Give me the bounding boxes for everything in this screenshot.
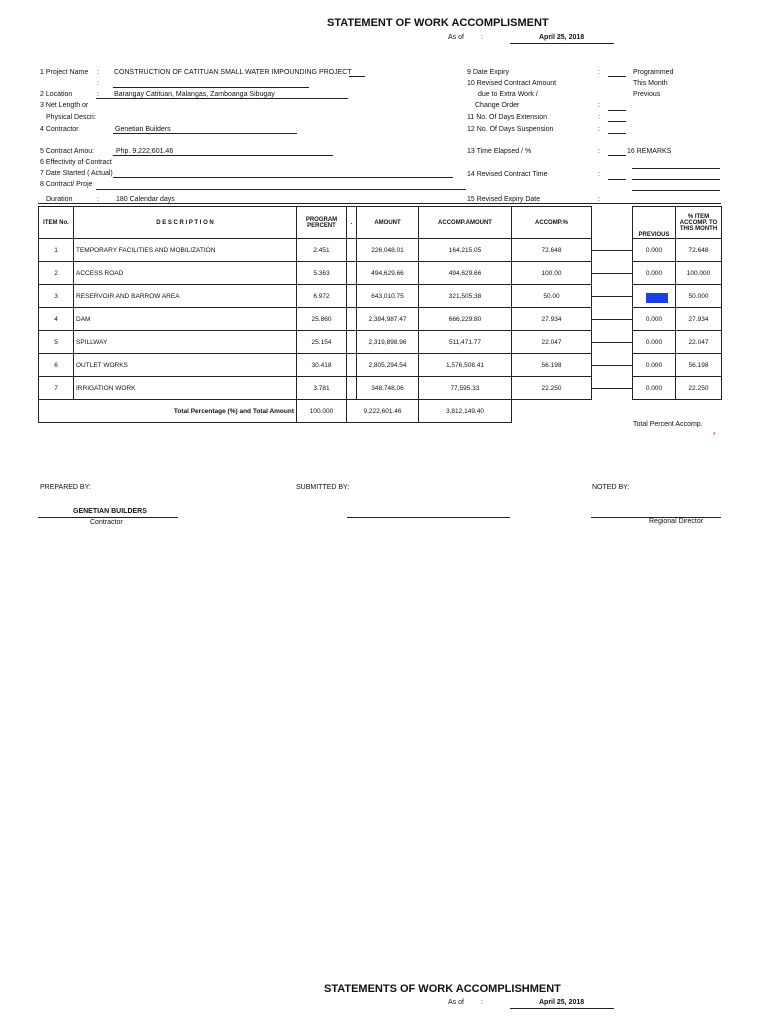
contract-amount-label: 5 Contract Amou: — [40, 148, 95, 155]
dot-cell — [347, 377, 357, 400]
colon-15: : — [598, 196, 600, 203]
contract-amount-value: Php. 9,222,601.46 — [116, 148, 174, 155]
remarks-line-2 — [632, 179, 720, 180]
col-amount: AMOUNT — [357, 207, 419, 239]
colon-12: : — [598, 126, 600, 133]
dot-cell — [347, 285, 357, 308]
date-started-underline — [113, 177, 453, 178]
amount-cell: 348,748.06 — [357, 377, 419, 400]
programmed-label: Programmed — [633, 69, 674, 76]
description-cell: IRRIGATION WORK — [74, 377, 297, 400]
date-started-label: 7 Date Started ( Actual) — [40, 170, 113, 177]
colon-14: : — [598, 171, 600, 178]
footer-as-of-underline — [510, 1008, 614, 1009]
amount-cell: 226,048.01 — [357, 239, 419, 262]
footer-title: STATEMENTS OF WORK ACCOMPLISHMENT — [324, 983, 561, 995]
this-month-cell: 27.934 — [676, 308, 722, 331]
program-cell: 2.451 — [297, 239, 347, 262]
contractor-value: Genetian Builders — [115, 126, 171, 133]
project-name-value: CONSTRUCTION OF CATITUAN SMALL WATER IMPOUNDING PROJECT — [114, 69, 352, 76]
accomp-amount-cell: 666,229.80 — [419, 308, 512, 331]
col-previous: PREVIOUS — [633, 207, 676, 239]
col-item-no: ITEM No. — [39, 207, 74, 239]
days-suspension-label: 12 No. Of Days Suspension — [467, 126, 554, 133]
dash-line — [592, 319, 632, 320]
col-program-percent: PROGRAM PERCENT — [297, 207, 347, 239]
this-month-cell: 22.250 — [676, 377, 722, 400]
program-cell: 30.418 — [297, 354, 347, 377]
col-description: D E S C R I P T I O N — [74, 207, 297, 239]
colon-11: : — [598, 114, 600, 121]
this-month-cell: 50.000 — [676, 285, 722, 308]
physical-desc-label: Physical Descri: — [46, 114, 96, 121]
submitted-by-label: SUBMITTED BY: — [296, 484, 350, 491]
as-of-colon: : — [481, 34, 483, 41]
item-no-cell: 1 — [39, 239, 74, 262]
item-no-cell: 6 — [39, 354, 74, 377]
previous-cell: 0.000 — [633, 308, 676, 331]
accomp-pct-cell: 27.934 — [512, 308, 592, 331]
dash-line — [592, 388, 632, 389]
contract-amount-underline — [113, 155, 333, 156]
dot-cell — [347, 331, 357, 354]
col-dot: . — [347, 207, 357, 239]
colon-13: : — [598, 148, 600, 155]
dash-line — [592, 342, 632, 343]
prepared-by-label: PREPARED BY: — [40, 484, 91, 491]
dash-cell — [592, 308, 633, 331]
total-spacer — [512, 400, 592, 423]
total-spacer-3 — [633, 400, 676, 423]
dot-cell — [347, 354, 357, 377]
accomp-pct-cell: 72.648 — [512, 239, 592, 262]
accomp-amount-cell: 164,215.05 — [419, 239, 512, 262]
this-month-cell: 72.648 — [676, 239, 722, 262]
accomp-pct-cell: 22.250 — [512, 377, 592, 400]
dot-cell — [347, 308, 357, 331]
header-divider — [38, 203, 721, 204]
accomp-amount-cell: 494,629.66 — [419, 262, 512, 285]
total-accomp-amount: 3,812,149.40 — [419, 400, 512, 423]
col-pct-item: % ITEM — [687, 213, 710, 220]
this-month-label: This Month — [633, 80, 668, 87]
as-of-date: April 25, 2018 — [539, 34, 585, 41]
item-no-cell: 3 — [39, 285, 74, 308]
change-order-label: Change Order — [475, 102, 520, 109]
remarks-line-3 — [632, 190, 720, 191]
program-cell: 6.972 — [297, 285, 347, 308]
accomp-pct-cell: 100.00 — [512, 262, 592, 285]
col-accomp-this-month: ACCOMP. TO THIS MONTH — [679, 219, 718, 232]
colon-1b: : — [97, 80, 99, 87]
colon-duration: : — [97, 196, 99, 203]
project-name-underline — [113, 87, 309, 88]
days-extension-label: 11 No. Of Days Extension — [467, 114, 548, 121]
location-value: Barangay Catituan, Malangas, Zamboanga Sibugay — [114, 91, 275, 98]
duration-value: 180 Calendar days — [116, 196, 175, 203]
previous-cell: 0.000 — [633, 354, 676, 377]
extra-work-label: due to Extra Work / — [478, 91, 538, 98]
amount-cell: 494,629.66 — [357, 262, 419, 285]
col-accomp-pct: ACCOMP.% — [512, 207, 592, 239]
previous-cell: 0.000 — [633, 239, 676, 262]
table-row — [39, 262, 722, 285]
total-percent-accomp-label: Total Percent Accomp. — [633, 421, 703, 428]
accomp-pct-cell: 50.00 — [512, 285, 592, 308]
table-row — [39, 285, 722, 308]
project-name-tail-line — [349, 76, 365, 77]
contract-project-label: 8 Contract/ Proje — [40, 181, 93, 188]
dash-line — [592, 296, 632, 297]
contractor-label: 4 Contractor — [40, 126, 79, 133]
description-cell: OUTLET WORKS — [74, 354, 297, 377]
description-cell: TEMPORARY FACILITIES AND MOBILIZATION — [74, 239, 297, 262]
accomp-pct-cell: 22.047 — [512, 331, 592, 354]
dash-line — [592, 365, 632, 366]
dash-cell — [592, 239, 633, 262]
accomp-amount-cell: 77,595.33 — [419, 377, 512, 400]
total-program: 100.000 — [297, 400, 347, 423]
amount-cell: 643,010.75 — [357, 285, 419, 308]
item-no-cell: 4 — [39, 308, 74, 331]
total-amount: 9,222,601.46 — [347, 400, 419, 423]
days-suspension-line — [608, 133, 626, 134]
accomp-amount-cell: 321,505.38 — [419, 285, 512, 308]
this-month-cell: 22.047 — [676, 331, 722, 354]
dash-cell — [592, 331, 633, 354]
colon-2: : — [97, 91, 99, 98]
contract-project-underline — [96, 189, 466, 190]
table-row — [39, 354, 722, 377]
footer-as-of-label: As of — [448, 999, 464, 1006]
col-spacer — [592, 207, 633, 239]
program-cell: 3.781 — [297, 377, 347, 400]
red-mark: * — [713, 432, 716, 439]
previous-cell: 0.000 — [633, 331, 676, 354]
col-this-month — [676, 207, 722, 239]
previous-cell: 0.000 — [633, 377, 676, 400]
location-underline — [96, 98, 348, 99]
date-expiry-line — [608, 76, 626, 77]
table-row — [39, 331, 722, 354]
total-spacer-4 — [676, 400, 722, 423]
days-extension-line — [608, 121, 626, 122]
accomplishment-table — [38, 206, 722, 423]
colon-1: : — [97, 69, 99, 76]
colon-9: : — [598, 69, 600, 76]
dash-line — [592, 250, 632, 251]
net-length-label: 3 Net Length or — [40, 102, 89, 109]
dot-cell — [347, 262, 357, 285]
accomp-amount-cell: 1,576,508.41 — [419, 354, 512, 377]
location-label: 2 Location — [40, 91, 73, 98]
dash-line — [592, 273, 632, 274]
revised-time-line — [608, 179, 626, 180]
as-of-underline — [510, 43, 614, 44]
description-cell: SPILLWAY — [74, 331, 297, 354]
prepared-name: GENETIAN BUILDERS — [73, 508, 147, 515]
program-cell: 25.860 — [297, 308, 347, 331]
item-no-cell: 2 — [39, 262, 74, 285]
description-cell: RESERVOIR AND BARROW AREA — [74, 285, 297, 308]
dash-cell — [592, 377, 633, 400]
previous-cell: 0.000 — [633, 262, 676, 285]
dash-cell — [592, 354, 633, 377]
prepared-role: Contractor — [90, 519, 123, 526]
remarks-label: 16 REMARKS — [627, 148, 672, 155]
amount-cell: 2,319,898.96 — [357, 331, 419, 354]
contractor-underline — [113, 133, 297, 134]
footer-as-of-date: April 25, 2018 — [539, 999, 585, 1006]
total-spacer-2 — [592, 400, 633, 423]
total-label: Total Percentage (%) and Total Amount — [39, 400, 297, 423]
program-cell: 5.363 — [297, 262, 347, 285]
item-no-cell: 5 — [39, 331, 74, 354]
revised-expiry-label: 15 Revised Expiry Date — [467, 196, 541, 203]
this-month-cell: 56.198 — [676, 354, 722, 377]
amount-cell: 2,384,987.47 — [357, 308, 419, 331]
prepared-signature-line — [38, 517, 178, 518]
item-no-cell: 7 — [39, 377, 74, 400]
previous-label: Previous — [633, 91, 661, 98]
dash-cell — [592, 262, 633, 285]
colon-10: : — [598, 102, 600, 109]
accomp-amount-cell: 511,471.77 — [419, 331, 512, 354]
time-elapsed-line — [608, 155, 626, 156]
duration-label: Duration — [46, 196, 73, 203]
description-cell: ACCESS ROAD — [74, 262, 297, 285]
revised-time-label: 14 Revised Contract Time — [467, 171, 548, 178]
this-month-cell: 100.000 — [676, 262, 722, 285]
table-row — [39, 308, 722, 331]
description-cell: DAM — [74, 308, 297, 331]
time-elapsed-label: 13 Time Elapsed / % — [467, 148, 532, 155]
document-title: STATEMENT OF WORK ACCOMPLISMENT — [327, 17, 549, 29]
effectivity-label: 6 Effectivity of Contract — [40, 159, 112, 166]
noted-role: Regional Director — [649, 518, 704, 525]
revised-amount-label: 10 Revised Contract Amount — [467, 80, 557, 87]
submitted-signature-line — [347, 517, 510, 518]
accomp-pct-cell: 56.198 — [512, 354, 592, 377]
footer-as-of-colon: : — [481, 999, 483, 1006]
dash-cell — [592, 285, 633, 308]
date-expiry-label: 9 Date Expiry — [467, 69, 510, 76]
change-order-line — [608, 110, 626, 111]
project-name-label: 1 Project Name — [40, 69, 89, 76]
amount-cell: 2,805,294.54 — [357, 354, 419, 377]
noted-by-label: NOTED BY: — [592, 484, 630, 491]
table-row — [39, 239, 722, 262]
col-accomp-amount: ACCOMP.AMOUNT — [419, 207, 512, 239]
program-cell: 25.154 — [297, 331, 347, 354]
dot-cell — [347, 239, 357, 262]
as-of-label: As of — [448, 34, 464, 41]
table-row — [39, 377, 722, 400]
selection-highlight[interactable] — [646, 293, 668, 303]
remarks-line-1 — [632, 168, 720, 169]
